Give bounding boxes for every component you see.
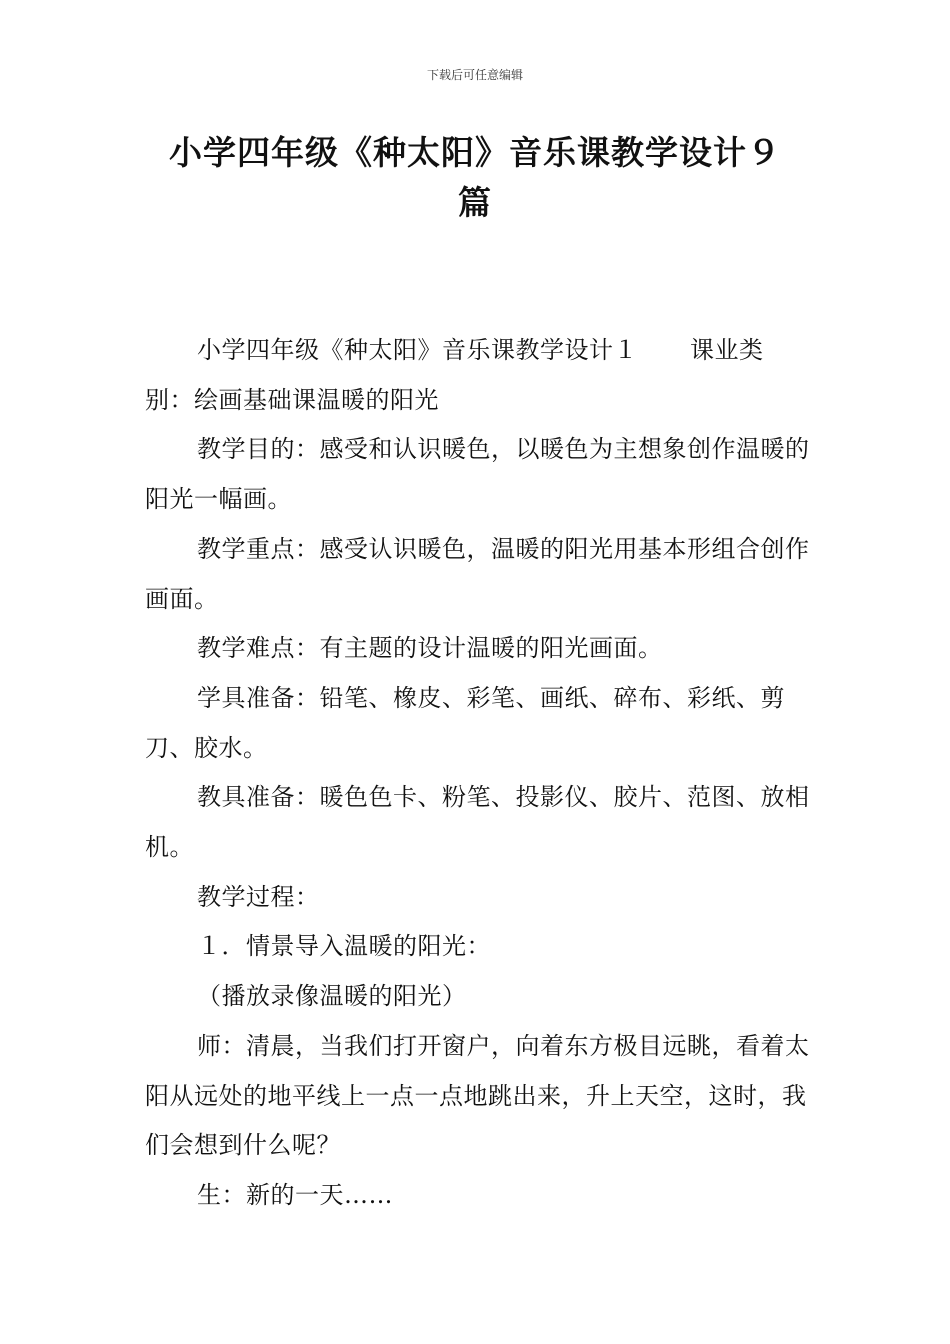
title-line-2: 篇 <box>458 183 492 222</box>
paragraph-intro-title: 小学四年级《种太阳》音乐课教学设计１ <box>197 336 638 364</box>
paragraph-intro <box>145 326 810 425</box>
document-body <box>145 326 810 1221</box>
paragraph-teacher-materials: 教具准备：暖色色卡、粉笔、投影仪、胶片、范图、放相机。 <box>145 783 810 862</box>
paragraph-student-materials: 学具准备：铅笔、橡皮、彩笔、画纸、碎布、彩纸、剪刀、胶水。 <box>145 683 785 762</box>
paragraph-step-1: １．情景导入温暖的阳光： <box>197 932 491 961</box>
paragraph-intro-category: 课业类别：绘画基础课温暖的阳光 <box>145 336 764 414</box>
paragraph-objective: 教学目的：感受和认识暖色，以暖色为主想象创作温暖的阳光一幅画。 <box>145 435 810 514</box>
document-title <box>145 128 805 228</box>
paragraph-video-note: （播放录像温暖的阳光） <box>197 982 467 1011</box>
paragraph-student-dialogue: 生：新的一天…… <box>197 1180 393 1209</box>
header-note: 下载后可任意编辑 <box>426 68 523 82</box>
paragraph-teacher-dialogue: 师：清晨，当我们打开窗户，向着东方极目远眺，看着太阳从远处的地平线上一点一点地跳出来，升上天空，这时，我们会想到什么呢？ <box>145 1031 810 1160</box>
paragraph-process-heading: 教学过程： <box>197 882 320 911</box>
paragraph-difficulty: 教学难点：有主题的设计温暖的阳光画面。 <box>197 634 663 663</box>
title-line-1: 小学四年级《种太阳》音乐课教学设计９ <box>169 133 781 172</box>
paragraph-key-point: 教学重点：感受认识暖色，温暖的阳光用基本形组合创作画面。 <box>145 534 810 613</box>
